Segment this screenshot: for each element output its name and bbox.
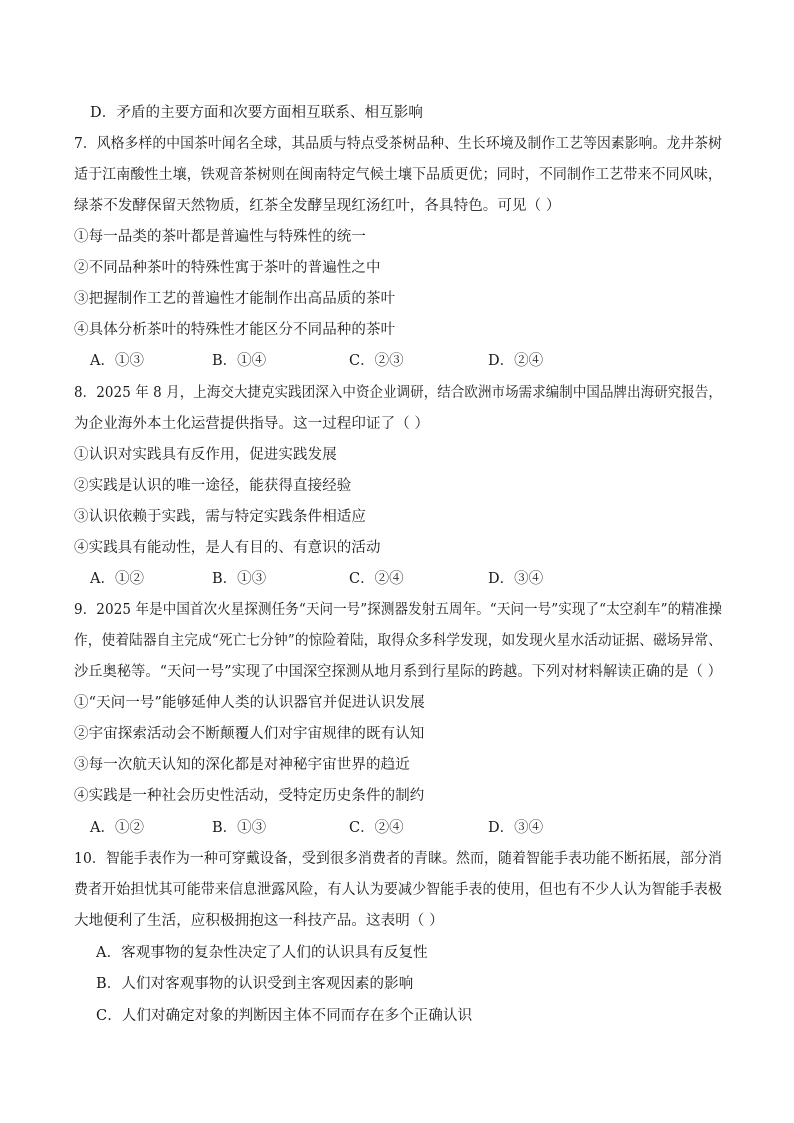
q9-statement: ③每一次航天认知的深化都是对神秘宇宙世界的趋近	[74, 757, 410, 773]
q7-statement: ④具体分析茶叶的特殊性才能区分不同品种的茶叶	[74, 322, 396, 338]
q10-stem-line: 大地便利了生活，应积极拥抱这一科技产品。这表明（ ）	[74, 913, 444, 929]
q9-stem-line: 作，使着陆器自主完成“死亡七分钟”的惊险着陆，取得众多科学发现，如发现火星水活动证据、磁场异常、	[74, 633, 722, 649]
q8-statement: ④实践具有能动性，是人有目的、有意识的活动	[74, 540, 381, 556]
q7-option-c[interactable]: C．②③	[349, 353, 404, 369]
q8-option-b[interactable]: B．①③	[212, 571, 267, 587]
q8-stem-line: 为企业海外本土化运营提供指导。这一过程印证了（ ）	[74, 416, 430, 432]
q8-option-c[interactable]: C．②④	[349, 571, 404, 587]
q7-statement: ②不同品种茶叶的特殊性寓于茶叶的普遍性之中	[74, 260, 381, 276]
q10-stem-line: 10．智能手表作为一种可穿戴设备，受到很多消费者的青睐。然而，随着智能手表功能不断拓展，部分消	[74, 851, 723, 867]
q7-option-d[interactable]: D．②④	[488, 353, 544, 369]
q9-stem-line: 沙丘奥秘等。“天问一号”实现了中国深空探测从地月系到行星际的跨越。下列对材料解读正确的是（ ）	[74, 664, 722, 680]
q7-statement: ①每一品类的茶叶都是普遍性与特殊性的统一	[74, 229, 366, 245]
q10-stem-line: 费者开始担忧其可能带来信息泄露风险，有人认为要减少智能手表的使用，但也有不少人认为智能手表极	[74, 882, 722, 898]
q10-option-c[interactable]: C．人们对确定对象的判断因主体不同而存在多个正确认识	[96, 1008, 473, 1024]
q8-statement: ③认识依赖于实践，需与特定实践条件相适应	[74, 509, 366, 525]
q7-stem-line: 适于江南酸性土壤，铁观音茶树则在闽南特定气候土壤下品质更优；同时，不同制作工艺带来不同风味，	[74, 167, 722, 183]
q7-option-a[interactable]: A．①③	[90, 353, 144, 369]
q9-option-d[interactable]: D．③④	[488, 820, 544, 836]
q9-option-a[interactable]: A．①②	[90, 820, 144, 836]
q7-stem-line: 7．风格多样的中国茶叶闻名全球，其品质与特点受茶树品种、生长环境及制作工艺等因素影响。龙井茶树	[74, 136, 723, 152]
q9-option-b[interactable]: B．①③	[212, 820, 267, 836]
q9-option-c[interactable]: C．②④	[349, 820, 404, 836]
q6-option-d: D．矛盾的主要方面和次要方面相互联系、相互影响	[90, 105, 423, 121]
q8-statement: ②实践是认识的唯一途径，能获得直接经验	[74, 478, 352, 494]
q8-stem-line: 8．2025 年 8 月，上海交大捷克实践团深入中资企业调研，结合欧洲市场需求编制中国品牌出海研究报告，	[74, 385, 722, 401]
q9-statement: ④实践是一种社会历史性活动，受特定历史条件的制约	[74, 788, 425, 804]
q8-option-a[interactable]: A．①②	[90, 571, 144, 587]
q10-option-a[interactable]: A．客观事物的复杂性决定了人们的认识具有反复性	[96, 945, 428, 961]
q9-stem-line: 9．2025 年是中国首次火星探测任务“天问一号”探测器发射五周年。“天问一号”实现了“太空刹车”的精准操	[74, 602, 723, 618]
q7-statement: ③把握制作工艺的普遍性才能制作出高品质的茶叶	[74, 291, 396, 307]
q8-statement: ①认识对实践具有反作用，促进实践发展	[74, 447, 337, 463]
q9-statement: ①“天问一号”能够延伸人类的认识器官并促进认识发展	[74, 695, 425, 711]
q9-statement: ②宇宙探索活动会不断颠覆人们对宇宙规律的既有认知	[74, 726, 425, 742]
q7-option-b[interactable]: B．①④	[212, 353, 267, 369]
q8-option-d[interactable]: D．③④	[488, 571, 544, 587]
q7-stem-line: 绿茶不发酵保留天然物质，红茶全发酵呈现红汤红叶，各具特色。可见（ ）	[74, 198, 561, 214]
q10-option-b[interactable]: B．人们对客观事物的认识受到主客观因素的影响	[96, 976, 414, 992]
